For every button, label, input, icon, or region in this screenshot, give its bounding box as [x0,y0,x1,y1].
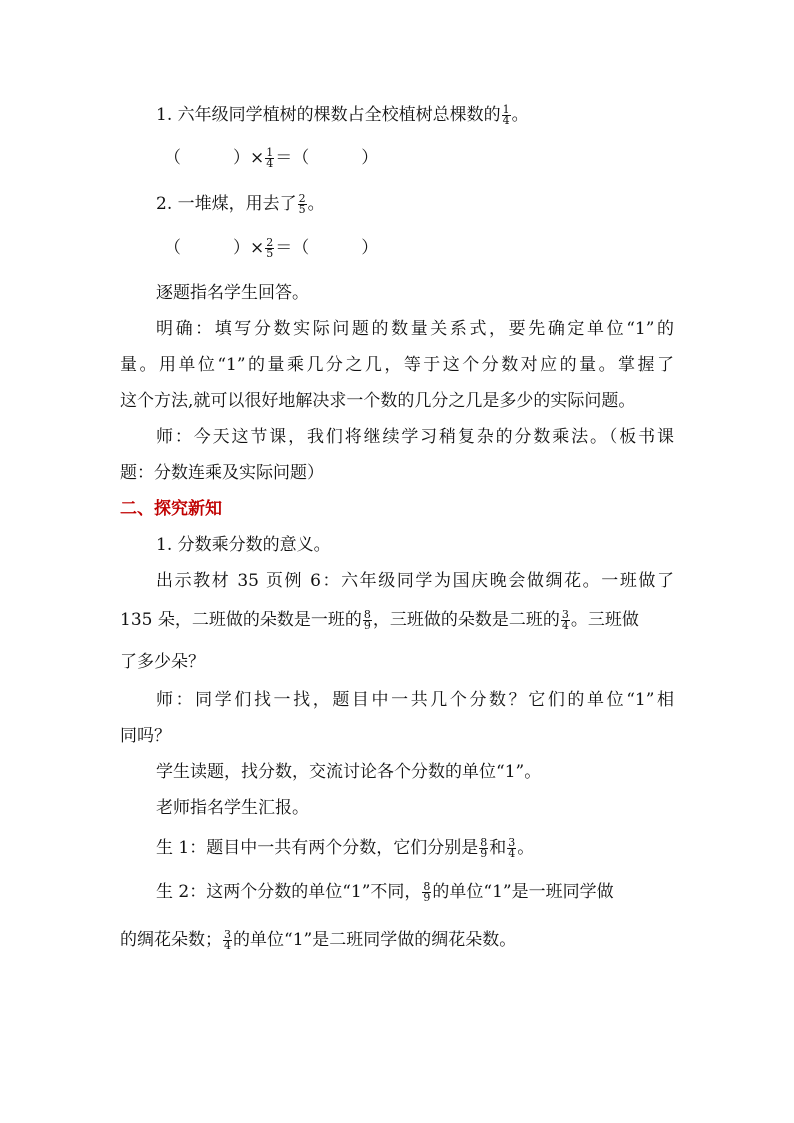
fraction: $\frac{1}{4}$ [502,103,510,127]
fraction: $\frac{3}{4}$ [508,836,516,860]
paragraph: 生 2：这两个分数的单位“1”不同， $\frac{8}{9}$ 的单位“1”是一班同学做 [156,880,614,904]
paragraph: 师：同学们找一找，题目中一共几个分数？它们的单位“1”相 [156,690,674,710]
fraction: $\frac{8}{9}$ [423,880,431,904]
paragraph: 出示教材 35 页例 6：六年级同学为国庆晚会做绸花。一班做了 [156,571,674,591]
paragraph: 135 朵，二班做的朵数是一班的 $\frac{8}{9}$ ，三班做的朵数是二班的 $\frac{3}{4}$ 。三班做 [120,608,639,632]
fraction: $\frac{8}{9}$ [480,836,488,860]
paragraph: 了多少朵？ [120,652,205,672]
paragraph: 明确：填写分数实际问题的数量关系式，要先确定单位“1”的 [156,319,674,339]
question-2: 2. 一堆煤，用去了 $\frac{2}{5}$ 。 [156,192,325,216]
paragraph: 量。用单位“1”的量乘几分之几，等于这个分数对应的量。掌握了 [120,355,674,375]
equation-1: （ ）× $\frac{1}{4}$ ＝（ ） [164,146,379,170]
paragraph: 老师指名学生汇报。 [156,798,309,818]
equation-2: （ ）× $\frac{2}{5}$ ＝（ ） [164,236,379,260]
paragraph: 同吗？ [120,726,171,746]
fraction: $\frac{3}{4}$ [561,608,569,632]
paragraph: 学生读题，找分数，交流讨论各个分数的单位“1”。 [156,762,542,782]
question-1: 1. 六年级同学植树的棵数占全校植树总棵数的 $\frac{1}{4}$ 。 [156,103,529,127]
paragraph: 这个方法,就可以很好地解决求一个数的几分之几是多少的实际问题。 [120,391,636,411]
paragraph: 师：今天这节课，我们将继续学习稍复杂的分数乘法。（板书课 [156,427,674,447]
paragraph: 逐题指名学生回答。 [156,283,309,303]
fraction: $\frac{2}{5}$ [298,192,306,216]
fraction: $\frac{1}{4}$ [266,146,274,170]
paragraph: 题：分数连乘及实际问题） [120,463,324,483]
fraction: $\frac{8}{9}$ [363,608,371,632]
subheading: 1. 分数乘分数的意义。 [156,535,331,555]
text: 1. 六年级同学植树的棵数占全校植树总棵数的 [156,105,501,125]
paragraph: 的绸花朵数； $\frac{3}{4}$ 的单位“1”是二班同学做的绸花朵数。 [120,928,517,952]
fraction: $\frac{3}{4}$ [224,928,231,952]
paragraph: 生 1：题目中一共有两个分数，它们分别是 $\frac{8}{9}$ 和 $\frac{3}{4}$ 。 [156,836,535,860]
fraction: $\frac{2}{5}$ [266,236,274,260]
section-heading: 二、探究新知 [120,499,222,519]
